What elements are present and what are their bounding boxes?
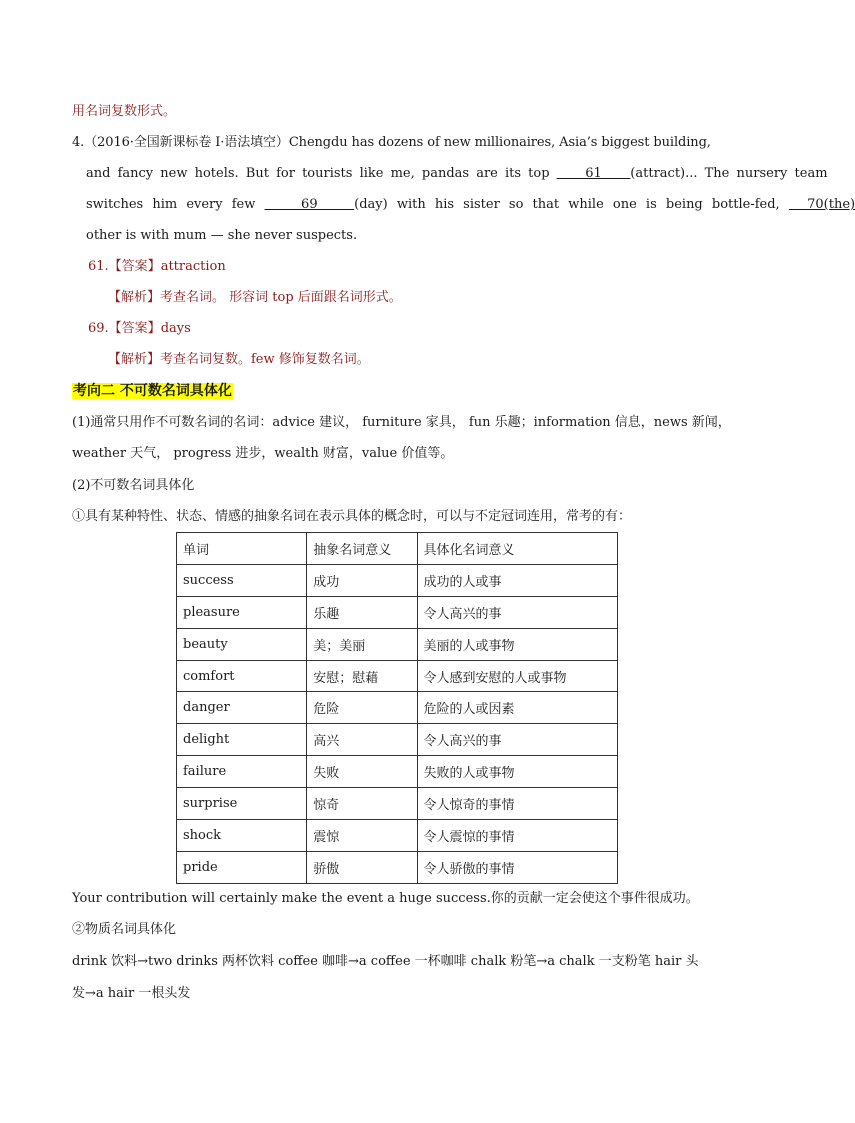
table-row (177, 692, 618, 724)
example-sentence: Your contribution will certainly make the event a huge success.你的贡献一定会使这个事件很成功。 (72, 891, 699, 906)
material-line-1: drink 饮料→two drinks 两杯饮料 coffee 咖啡→a coffee 一杯咖啡 chalk 粉笔→a chalk 一支粉笔 hair 头 (72, 954, 699, 969)
table-cell: 成功 (307, 564, 417, 596)
table-cell: 震惊 (307, 820, 417, 852)
question-text: (day) with his sister so that while one is being bottle-fed, (354, 197, 780, 212)
table-cell: 惊奇 (307, 788, 417, 820)
table-row (177, 724, 618, 756)
table-cell: 令人高兴的事 (417, 596, 617, 628)
table-cell: 令人震惊的事情 (417, 820, 617, 852)
question-line-3 (86, 196, 855, 214)
table-cell: delight (177, 724, 307, 756)
table-cell: failure (177, 756, 307, 788)
table-cell: pleasure (177, 596, 307, 628)
table-cell: 令人高兴的事 (417, 724, 617, 756)
table-cell: pride (177, 851, 307, 883)
answer-value: attraction (160, 259, 226, 274)
table-row (177, 596, 618, 628)
question-text: switches him every few (86, 197, 256, 212)
question-line-4: other is with mum — she never suspects. (86, 228, 358, 243)
answer-line (88, 258, 226, 276)
table-cell: success (177, 564, 307, 596)
table-row (177, 564, 618, 596)
table-header-cell: 具体化名词意义 (417, 533, 617, 565)
table-cell: beauty (177, 628, 307, 660)
paragraph-2: (2)不可数名词具体化 (72, 478, 195, 493)
table-cell: 高兴 (307, 724, 417, 756)
table-cell: 美丽的人或事物 (417, 628, 617, 660)
table-row (177, 628, 618, 660)
analysis-line: 【解析】考查名词。 形容词 top 后面跟名词形式。 (108, 290, 402, 305)
answer-label: 69.【答案】 (88, 321, 161, 336)
blank-61: 61 (556, 166, 631, 181)
paragraph-3: ①具有某种特性、状态、情感的抽象名词在表示具体的概念时，可以与不定冠词连用，常考的有： (72, 509, 632, 524)
answer-line (88, 320, 191, 338)
section-heading-wrap (72, 382, 233, 401)
table-cell: comfort (177, 660, 307, 692)
analysis-line: 【解析】考查名词复数。few 修饰复数名词。 (108, 352, 370, 367)
blank-70: 70(the) (788, 197, 855, 212)
noun-table (176, 532, 618, 884)
table-cell: danger (177, 692, 307, 724)
question-text: (attract)... The nursery team (630, 166, 828, 181)
question-text: and fancy new hotels. But for tourists like me, pandas are its top (86, 166, 550, 181)
table-cell: 令人骄傲的事情 (417, 851, 617, 883)
table-row (177, 660, 618, 692)
table-cell: 美；美丽 (307, 628, 417, 660)
table-row (177, 756, 618, 788)
table-row (177, 820, 618, 852)
table-cell: 骄傲 (307, 851, 417, 883)
table-cell: 成功的人或事 (417, 564, 617, 596)
table-cell: surprise (177, 788, 307, 820)
table-cell: 令人惊奇的事情 (417, 788, 617, 820)
section-heading: 考向二 不可数名词具体化 (73, 383, 232, 399)
table-cell: 失败 (307, 756, 417, 788)
table-cell: 失败的人或事物 (417, 756, 617, 788)
blank-69: 69 (264, 197, 355, 212)
table-header-cell: 单词 (177, 533, 307, 565)
material-line-2: 发→a hair 一根头发 (72, 986, 191, 1001)
question-line-2 (86, 165, 828, 183)
table-cell: 危险的人或因素 (417, 692, 617, 724)
answer-label: 61.【答案】 (88, 259, 161, 274)
table-cell: 令人感到安慰的人或事物 (417, 660, 617, 692)
material-title: ②物质名词具体化 (72, 922, 177, 937)
table-header-row (177, 533, 618, 565)
table-header-cell: 抽象名词意义 (307, 533, 417, 565)
table-cell: 安慰；慰藉 (307, 660, 417, 692)
table-cell: 乐趣 (307, 596, 417, 628)
table-cell: 危险 (307, 692, 417, 724)
answer-value: days (160, 321, 191, 336)
table-cell: shock (177, 820, 307, 852)
intro-line: 用名词复数形式。 (72, 104, 177, 119)
paragraph-1-line-1: (1)通常只用作不可数名词的名词：advice 建议， furniture 家具， fun 乐趣；information 信息，news 新闻， (72, 415, 731, 430)
table-row (177, 788, 618, 820)
paragraph-1-line-2: weather 天气， progress 进步，wealth 财富，value 价值等。 (72, 446, 454, 461)
question-line-1: 4.（2016·全国新课标卷 I·语法填空）Chengdu has dozens of new millionaires, Asia’s biggest building, (72, 135, 711, 150)
table-row (177, 851, 618, 883)
